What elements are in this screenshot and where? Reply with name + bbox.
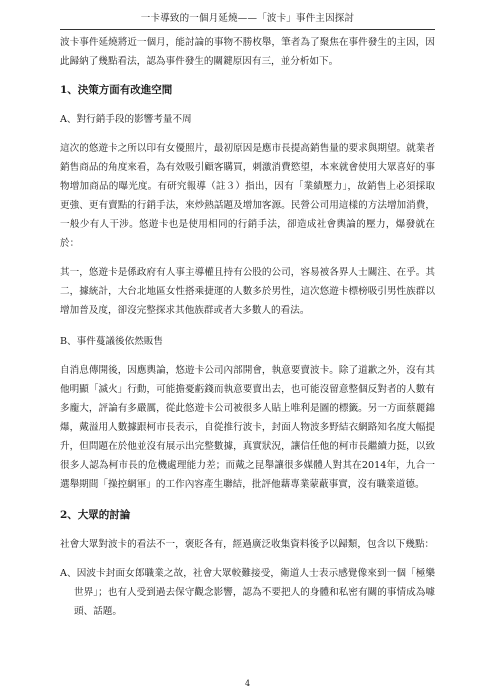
subsection-a-heading: A、對行銷手段的影響考量不周 [60, 114, 192, 125]
section-2-heading: 2、大眾的討論 [60, 509, 131, 521]
subsection-b-heading: B、事件蔓議後依然販售 [60, 336, 163, 347]
section-2-paragraph-1: 社會大眾對波卡的看法不一，褒貶各有，經過廣泛收集資料後予以歸類，包含以下幾點： [60, 539, 435, 550]
subsection-b-paragraph-1: 自消息傳開後，因應輿論，悠遊卡公司內部開會，執意要賣波卡。除了道歉之外，沒有其他明顯「滅火」行動，可能擔憂虧錢而執意要賣出去，也可能沒留意整個反對者的人數有多龐大，評論有多嚴厲，從此悠遊卡公司被很多人貼上唯利是圖的標籤。另一方面蔡麗錦爆，戴溢用人數據跟柯市長表示，自從推行波卡，封面人物波多野結衣網路知名度大幅提升，但問題在於他並沒有展示出完整數據，真實狀況，讓信任他的柯市長繼續力挺，以致很多人認為柯市長的危機處理能力差；而戴之昆舉讓很多媒體人對其在2014年，九合一選舉期間「操控網軍」的工作內容產生聯結，批評他藉專業蒙蔽事實，沒有職業道德。 [60, 365, 435, 490]
subsection-a-paragraph-1: 這次的悠遊卡之所以印有女優照片，最初原因是應市長提高銷售量的要求與期望。就業者銷售商品的角度來看，為有效吸引顧客購買，刺激消費慾望，本來就會使用大眾喜好的事物增加商品的曝光度。有研究報導（註３）指出，因有「業績壓力」，故銷售上必須採取更強、更有賣點的行銷手法，來炒熱話題及增加客源。民營公司用這樣的方法增加消費，一般少有人干涉。悠遊卡也是使用相同的行銷手法，卻造成社會輿論的壓力，爆發就在於： [60, 143, 435, 249]
section-2-item-a: A、因波卡封面女郎職業之故，社會大眾較難接受，衛道人士表示感覺像來到一個「極樂世界」；也有人受到過去保守觀念影響，認為不要把人的身體和私密有關的事情成為噱頭、話題。 [60, 568, 435, 617]
page-content [60, 33, 435, 621]
intro-paragraph: 波卡事件延燒將近一個月，能討論的事物不勝枚舉，筆者為了聚焦在事件發生的主因，因此歸納了幾點看法，認為事件發生的關鍵原因有三，並分析如下。 [60, 37, 435, 67]
section-1-heading: 1、決策方面有改進空間 [60, 84, 173, 96]
running-header: 一卡導致的一個月延燒——「波卡」事件主因探討 [60, 10, 435, 30]
page-number: 4 [244, 679, 251, 688]
subsection-a-paragraph-2: 其一，悠遊卡是係政府有人事主導權且持有公股的公司，容易被各界人士關注、在乎。其二，據統計，大台北地區女性搭乘捷運的人數多於男性，這次悠遊卡標榜吸引男性族群以增加普及度，卻沒完整探求其他族群或者大多數人的看法。 [60, 267, 435, 316]
